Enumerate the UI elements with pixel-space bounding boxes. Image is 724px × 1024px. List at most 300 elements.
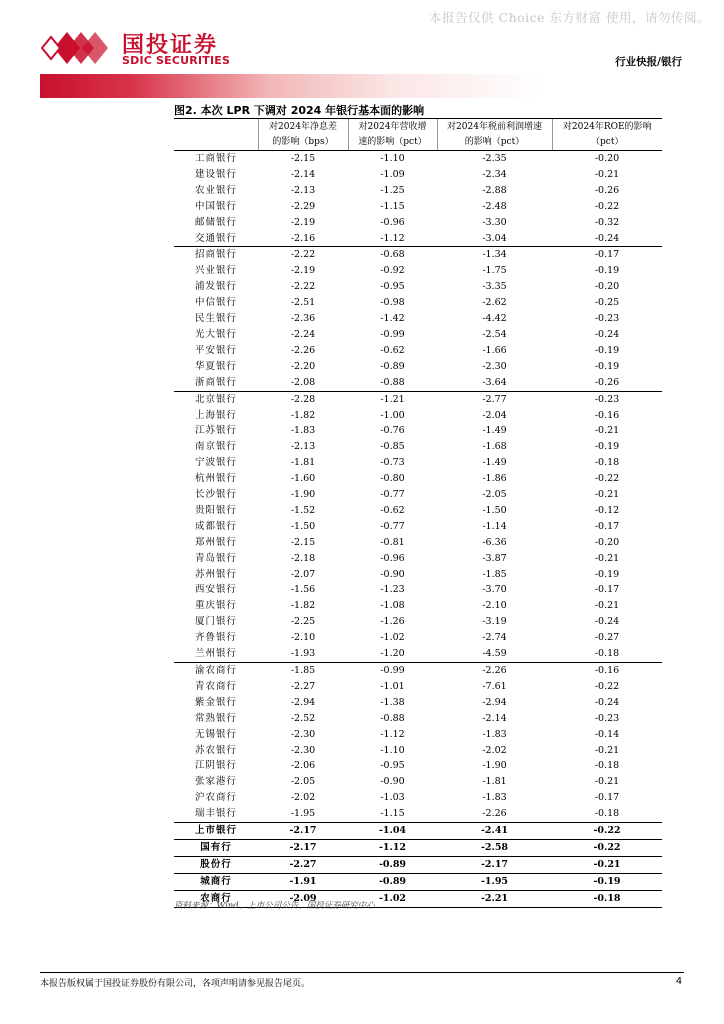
summary-row (174, 856, 662, 873)
table-row (174, 408, 662, 424)
profit-cell: -4.59 (482, 648, 507, 660)
bank-name-cell: 厦门银行 (194, 616, 237, 628)
profit-cell: -2.10 (482, 600, 507, 612)
revenue-cell: -1.04 (348, 823, 437, 840)
table-header-row (174, 119, 662, 151)
bank-name-cell: 青岛银行 (194, 552, 237, 564)
nim-cell: -1.85 (258, 663, 348, 679)
profit-cell: -3.04 (482, 232, 507, 244)
table-row (174, 391, 662, 407)
bank-name-cell: 齐鲁银行 (194, 632, 237, 644)
bank-name-cell: 杭州银行 (194, 473, 237, 485)
roe-cell: -0.25 (594, 297, 620, 309)
table-row (174, 582, 662, 598)
profit-cell: -7.61 (482, 680, 507, 692)
table-row (174, 503, 662, 519)
table-row (174, 790, 662, 806)
revenue-cell: -1.25 (380, 184, 405, 196)
table-row (174, 151, 662, 167)
nim-cell: -1.93 (290, 648, 316, 660)
roe-cell: -0.24 (594, 328, 620, 340)
profit-cell: -2.58 (437, 839, 552, 856)
bank-name-cell: 瑞丰银行 (194, 808, 237, 820)
revenue-cell: -1.03 (380, 792, 405, 804)
bank-name-cell: 宁波银行 (194, 457, 237, 469)
nim-cell: -2.16 (290, 232, 316, 244)
profit-cell: -2.48 (482, 200, 507, 212)
nim-cell: -2.24 (290, 328, 316, 340)
nim-cell: -2.28 (258, 391, 348, 407)
bank-name-cell: 北京银行 (174, 391, 258, 407)
nim-cell: -1.50 (290, 520, 316, 532)
revenue-cell: -0.90 (380, 776, 405, 788)
revenue-cell: -1.20 (380, 648, 405, 660)
brand-logo (40, 28, 240, 68)
roe-cell: -0.19 (594, 441, 620, 453)
nim-cell: -2.13 (290, 184, 316, 196)
revenue-cell: -1.38 (380, 696, 405, 708)
nim-cell: -2.30 (290, 744, 316, 756)
bank-name-cell: 长沙银行 (194, 489, 237, 501)
nim-cell: -1.95 (290, 808, 316, 820)
profit-cell: -6.36 (482, 536, 507, 548)
table-row (174, 519, 662, 535)
nim-cell: -2.09 (258, 890, 348, 907)
nim-cell: -2.02 (290, 792, 316, 804)
bank-name-cell: 上海银行 (194, 409, 237, 421)
roe-cell: -0.22 (552, 839, 662, 856)
nim-cell: -1.60 (290, 473, 316, 485)
table-row (174, 263, 662, 279)
table-row (174, 247, 662, 263)
roe-cell: -0.19 (594, 265, 620, 277)
roe-cell: -0.23 (552, 391, 662, 407)
roe-cell: -0.23 (594, 313, 620, 325)
nim-cell: -2.17 (258, 839, 348, 856)
bank-name-cell: 兴业银行 (194, 265, 237, 277)
revenue-cell: -1.12 (380, 232, 405, 244)
profit-cell: -1.14 (482, 520, 507, 532)
header-profit: 对2024年税前利润增速 的影响（pct） (437, 119, 552, 151)
profit-cell: -1.34 (437, 247, 552, 263)
profit-cell: -2.17 (437, 856, 552, 873)
bank-name-cell: 国有行 (174, 839, 258, 856)
table-row (174, 758, 662, 774)
nim-cell: -2.51 (290, 297, 316, 309)
bank-name-cell: 上市银行 (174, 823, 258, 840)
bank-name-cell: 郑州银行 (194, 536, 237, 548)
revenue-cell: -1.10 (380, 744, 405, 756)
profit-cell: -1.68 (482, 441, 507, 453)
profit-cell: -2.94 (482, 696, 507, 708)
revenue-cell: -1.26 (380, 616, 405, 628)
roe-cell: -0.21 (594, 744, 620, 756)
nim-cell: -1.52 (290, 504, 316, 516)
roe-cell: -0.19 (594, 360, 620, 372)
table-row (174, 295, 662, 311)
footer-divider (40, 972, 684, 973)
profit-cell: -1.90 (482, 760, 507, 772)
roe-cell: -0.21 (594, 168, 620, 180)
nim-cell: -2.22 (258, 247, 348, 263)
revenue-cell: -0.88 (380, 712, 405, 724)
revenue-cell: -0.88 (380, 376, 405, 388)
roe-cell: -0.23 (594, 712, 620, 724)
profit-cell: -3.87 (482, 552, 507, 564)
bank-name-cell: 苏州银行 (194, 568, 237, 580)
bank-name-cell: 农商行 (174, 890, 258, 907)
roe-cell: -0.20 (594, 536, 620, 548)
nim-cell: -2.10 (290, 632, 316, 644)
nim-cell: -2.25 (290, 616, 316, 628)
header-bank (174, 119, 258, 151)
bank-name-cell: 浙商银行 (194, 376, 237, 388)
roe-cell: -0.17 (594, 520, 620, 532)
bank-name-cell: 华夏银行 (194, 360, 237, 372)
table-row (174, 551, 662, 567)
nim-cell: -2.27 (258, 856, 348, 873)
revenue-cell: -1.01 (380, 680, 405, 692)
figure-title: 图2. 本次 LPR 下调对 2024 年银行基本面的影响 (174, 104, 425, 117)
bank-name-cell: 南京银行 (194, 441, 237, 453)
table-row (174, 471, 662, 487)
roe-cell: -0.24 (594, 616, 620, 628)
nim-cell: -2.13 (290, 441, 316, 453)
nim-cell: -2.19 (290, 265, 316, 277)
roe-cell: -0.21 (594, 600, 620, 612)
nim-cell: -2.27 (290, 680, 316, 692)
roe-cell: -0.21 (594, 552, 620, 564)
footer-disclaimer: 本报告版权属于国投证券股份有限公司，各项声明请参见报告尾页。 (40, 979, 311, 989)
roe-cell: -0.18 (594, 760, 620, 772)
roe-cell: -0.18 (594, 457, 620, 469)
roe-cell: -0.21 (594, 489, 620, 501)
revenue-cell: -0.85 (380, 441, 405, 453)
header-revenue: 对2024年营收增 速的影响（pct） (348, 119, 437, 151)
revenue-cell: -0.99 (380, 328, 405, 340)
table-row (174, 806, 662, 822)
roe-cell: -0.27 (594, 632, 620, 644)
table-row (174, 343, 662, 359)
bank-name-cell: 邮储银行 (194, 216, 237, 228)
nim-cell: -2.17 (258, 823, 348, 840)
nim-cell: -2.18 (290, 552, 316, 564)
table-row (174, 167, 662, 183)
roe-cell: -0.21 (594, 776, 620, 788)
roe-cell: -0.12 (594, 504, 620, 516)
nim-cell: -1.82 (290, 409, 316, 421)
table-row (174, 711, 662, 727)
profit-cell: -1.86 (482, 473, 507, 485)
roe-cell: -0.26 (594, 184, 620, 196)
nim-cell: -2.52 (290, 712, 316, 724)
summary-row (174, 873, 662, 890)
revenue-cell: -0.80 (380, 473, 405, 485)
bank-name-cell: 无锡银行 (194, 728, 237, 740)
revenue-cell: -0.98 (380, 297, 405, 309)
roe-cell: -0.22 (594, 680, 620, 692)
profit-cell: -2.35 (482, 153, 507, 164)
table-row (174, 231, 662, 247)
revenue-cell: -0.95 (380, 281, 405, 293)
nim-cell: -1.91 (258, 873, 348, 890)
roe-cell: -0.17 (552, 247, 662, 263)
roe-cell: -0.20 (594, 153, 620, 164)
revenue-cell: -1.21 (348, 391, 437, 407)
roe-cell: -0.22 (552, 823, 662, 840)
profit-cell: -1.75 (482, 265, 507, 277)
table-row (174, 630, 662, 646)
revenue-cell: -0.95 (380, 760, 405, 772)
bank-name-cell: 苏农银行 (194, 744, 237, 756)
table-row (174, 646, 662, 662)
nim-cell: -2.15 (290, 536, 316, 548)
nim-cell: -2.14 (290, 168, 316, 180)
revenue-cell: -0.68 (348, 247, 437, 263)
revenue-cell: -0.62 (380, 504, 405, 516)
profit-cell: -1.49 (482, 457, 507, 469)
roe-cell: -0.14 (594, 728, 620, 740)
roe-cell: -0.17 (594, 584, 620, 596)
table-row (174, 743, 662, 759)
page-number: 4 (675, 976, 682, 987)
revenue-cell: -0.81 (380, 536, 405, 548)
bank-name-cell: 股份行 (174, 856, 258, 873)
profit-cell: -3.35 (482, 281, 507, 293)
profit-cell: -2.04 (482, 409, 507, 421)
nim-cell: -2.29 (290, 200, 316, 212)
nim-cell: -2.22 (290, 281, 316, 293)
bank-name-cell: 江阴银行 (194, 760, 237, 772)
bank-name-cell: 中信银行 (194, 297, 237, 309)
nim-cell: -2.36 (290, 313, 316, 325)
nim-cell: -1.56 (290, 584, 316, 596)
profit-cell: -1.85 (482, 568, 507, 580)
table-row (174, 695, 662, 711)
source-note: 资料来源：Wind、上市公司公告、国投证券研究中心 (174, 901, 375, 911)
table-row (174, 614, 662, 630)
roe-cell: -0.21 (594, 425, 620, 437)
watermark-text: 本报告仅供 Choice 东方财富 使用，请勿传阅。 (429, 10, 710, 25)
roe-cell: -0.19 (594, 568, 620, 580)
profit-cell: -2.05 (482, 489, 507, 501)
bank-name-cell: 渝农商行 (174, 663, 258, 679)
bank-name-cell: 光大银行 (194, 328, 237, 340)
nim-cell: -1.90 (290, 489, 316, 501)
roe-cell: -0.24 (594, 232, 620, 244)
brand-diamond-icon (40, 28, 120, 68)
revenue-cell: -0.77 (380, 489, 405, 501)
roe-cell: -0.18 (594, 808, 620, 820)
roe-cell: -0.21 (552, 856, 662, 873)
revenue-cell: -0.96 (380, 552, 405, 564)
table-row (174, 679, 662, 695)
profit-cell: -2.02 (482, 744, 507, 756)
revenue-cell: -1.42 (380, 313, 405, 325)
bank-name-cell: 沪农商行 (194, 792, 237, 804)
revenue-cell: -0.89 (348, 856, 437, 873)
bank-impact-table (174, 118, 662, 908)
profit-cell: -2.54 (482, 328, 507, 340)
revenue-cell: -0.89 (380, 360, 405, 372)
header-roe: 对2024年ROE的影响 （pct） (552, 119, 662, 151)
table-row (174, 727, 662, 743)
bank-name-cell: 平安银行 (194, 344, 237, 356)
revenue-cell: -1.02 (380, 632, 405, 644)
table-row (174, 774, 662, 790)
profit-cell: -1.83 (482, 728, 507, 740)
roe-cell: -0.24 (594, 696, 620, 708)
nim-cell: -1.83 (290, 425, 316, 437)
revenue-cell: -1.15 (380, 200, 405, 212)
bank-name-cell: 招商银行 (174, 247, 258, 263)
roe-cell: -0.16 (552, 663, 662, 679)
bank-name-cell: 交通银行 (194, 232, 237, 244)
revenue-cell: -0.90 (380, 568, 405, 580)
profit-cell: -2.88 (482, 184, 507, 196)
nim-cell: -2.30 (290, 728, 316, 740)
bank-name-cell: 浦发银行 (194, 281, 237, 293)
profit-cell: -2.77 (437, 391, 552, 407)
profit-cell: -3.64 (482, 376, 507, 388)
table-row (174, 455, 662, 471)
table-body (174, 151, 662, 908)
profit-cell: -2.26 (482, 808, 507, 820)
revenue-cell: -0.96 (380, 216, 405, 228)
nim-cell: -1.81 (290, 457, 316, 469)
bank-name-cell: 农业银行 (194, 184, 237, 196)
bank-name-cell: 重庆银行 (194, 600, 237, 612)
profit-cell: -2.41 (437, 823, 552, 840)
revenue-cell: -1.15 (380, 808, 405, 820)
roe-cell: -0.20 (594, 281, 620, 293)
roe-cell: -0.22 (594, 473, 620, 485)
profit-cell: -2.34 (482, 168, 507, 180)
profit-cell: -2.30 (482, 360, 507, 372)
table-row (174, 359, 662, 375)
bank-name-cell: 建设银行 (194, 168, 237, 180)
profit-cell: -3.30 (482, 216, 507, 228)
revenue-cell: -0.77 (380, 520, 405, 532)
nim-cell: -2.19 (290, 216, 316, 228)
profit-cell: -1.95 (437, 873, 552, 890)
revenue-cell: -1.10 (380, 153, 405, 164)
profit-cell: -1.81 (482, 776, 507, 788)
bank-name-cell: 城商行 (174, 873, 258, 890)
profit-cell: -2.14 (482, 712, 507, 724)
bank-name-cell: 青农商行 (194, 680, 237, 692)
bank-name-cell: 西安银行 (194, 584, 237, 596)
nim-cell: -2.94 (290, 696, 316, 708)
bank-name-cell: 中国银行 (194, 200, 237, 212)
report-type-label: 行业快报/银行 (615, 56, 682, 68)
roe-cell: -0.19 (594, 344, 620, 356)
nim-cell: -2.15 (290, 153, 316, 164)
nim-cell: -2.06 (290, 760, 316, 772)
roe-cell: -0.22 (594, 200, 620, 212)
bank-name-cell: 张家港行 (194, 776, 237, 788)
roe-cell: -0.26 (594, 376, 620, 388)
bank-name-cell: 兰州银行 (194, 648, 237, 660)
nim-cell: -2.07 (290, 568, 316, 580)
nim-cell: -1.82 (290, 600, 316, 612)
revenue-cell: -1.08 (380, 600, 405, 612)
nim-cell: -2.05 (290, 776, 316, 788)
profit-cell: -4.42 (482, 313, 507, 325)
table-row (174, 487, 662, 503)
bank-name-cell: 常熟银行 (194, 712, 237, 724)
profit-cell: -1.50 (482, 504, 507, 516)
roe-cell: -0.18 (552, 890, 662, 907)
table-row (174, 598, 662, 614)
revenue-cell: -1.09 (380, 168, 405, 180)
nim-cell: -2.20 (290, 360, 316, 372)
table-row (174, 567, 662, 583)
roe-cell: -0.32 (594, 216, 620, 228)
table-row (174, 535, 662, 551)
roe-cell: -0.18 (594, 648, 620, 660)
bank-name-cell: 江苏银行 (194, 425, 237, 437)
table-row (174, 279, 662, 295)
profit-cell: -1.66 (482, 344, 507, 356)
table-row (174, 215, 662, 231)
revenue-cell: -1.02 (348, 890, 437, 907)
table-row (174, 375, 662, 391)
profit-cell: -2.26 (437, 663, 552, 679)
revenue-cell: -1.12 (380, 728, 405, 740)
profit-cell: -3.19 (482, 616, 507, 628)
revenue-cell: -0.92 (380, 265, 405, 277)
table-row (174, 311, 662, 327)
revenue-cell: -1.23 (380, 584, 405, 596)
bank-name-cell: 紫金银行 (194, 696, 237, 708)
table-row (174, 423, 662, 439)
revenue-cell: -0.99 (348, 663, 437, 679)
profit-cell: -1.83 (482, 792, 507, 804)
nim-cell: -2.26 (290, 344, 316, 356)
table-row (174, 663, 662, 679)
profit-cell: -1.49 (482, 425, 507, 437)
summary-row (174, 823, 662, 840)
profit-cell: -2.62 (482, 297, 507, 309)
profit-cell: -2.21 (437, 890, 552, 907)
revenue-cell: -1.00 (380, 409, 405, 421)
brand-name-cn: 国投证券 (122, 33, 219, 58)
profit-cell: -3.70 (482, 584, 507, 596)
profit-cell: -2.74 (482, 632, 507, 644)
revenue-cell: -1.12 (348, 839, 437, 856)
brand-name-en: SDIC SECURITIES (122, 54, 231, 67)
summary-row (174, 839, 662, 856)
roe-cell: -0.17 (594, 792, 620, 804)
bank-name-cell: 民生银行 (194, 313, 237, 325)
revenue-cell: -0.76 (380, 425, 405, 437)
roe-cell: -0.19 (552, 873, 662, 890)
bank-name-cell: 贵阳银行 (194, 504, 237, 516)
bank-name-cell: 工商银行 (194, 153, 237, 164)
table-row (174, 199, 662, 215)
bank-name-cell: 成都银行 (194, 520, 237, 532)
revenue-cell: -0.89 (348, 873, 437, 890)
header-nim: 对2024年净息差 的影响（bps） (258, 119, 348, 151)
table-row (174, 327, 662, 343)
table-row (174, 183, 662, 199)
table-row (174, 439, 662, 455)
revenue-cell: -0.62 (380, 344, 405, 356)
header-gradient-bar (40, 74, 684, 98)
roe-cell: -0.16 (594, 409, 620, 421)
nim-cell: -2.08 (290, 376, 316, 388)
